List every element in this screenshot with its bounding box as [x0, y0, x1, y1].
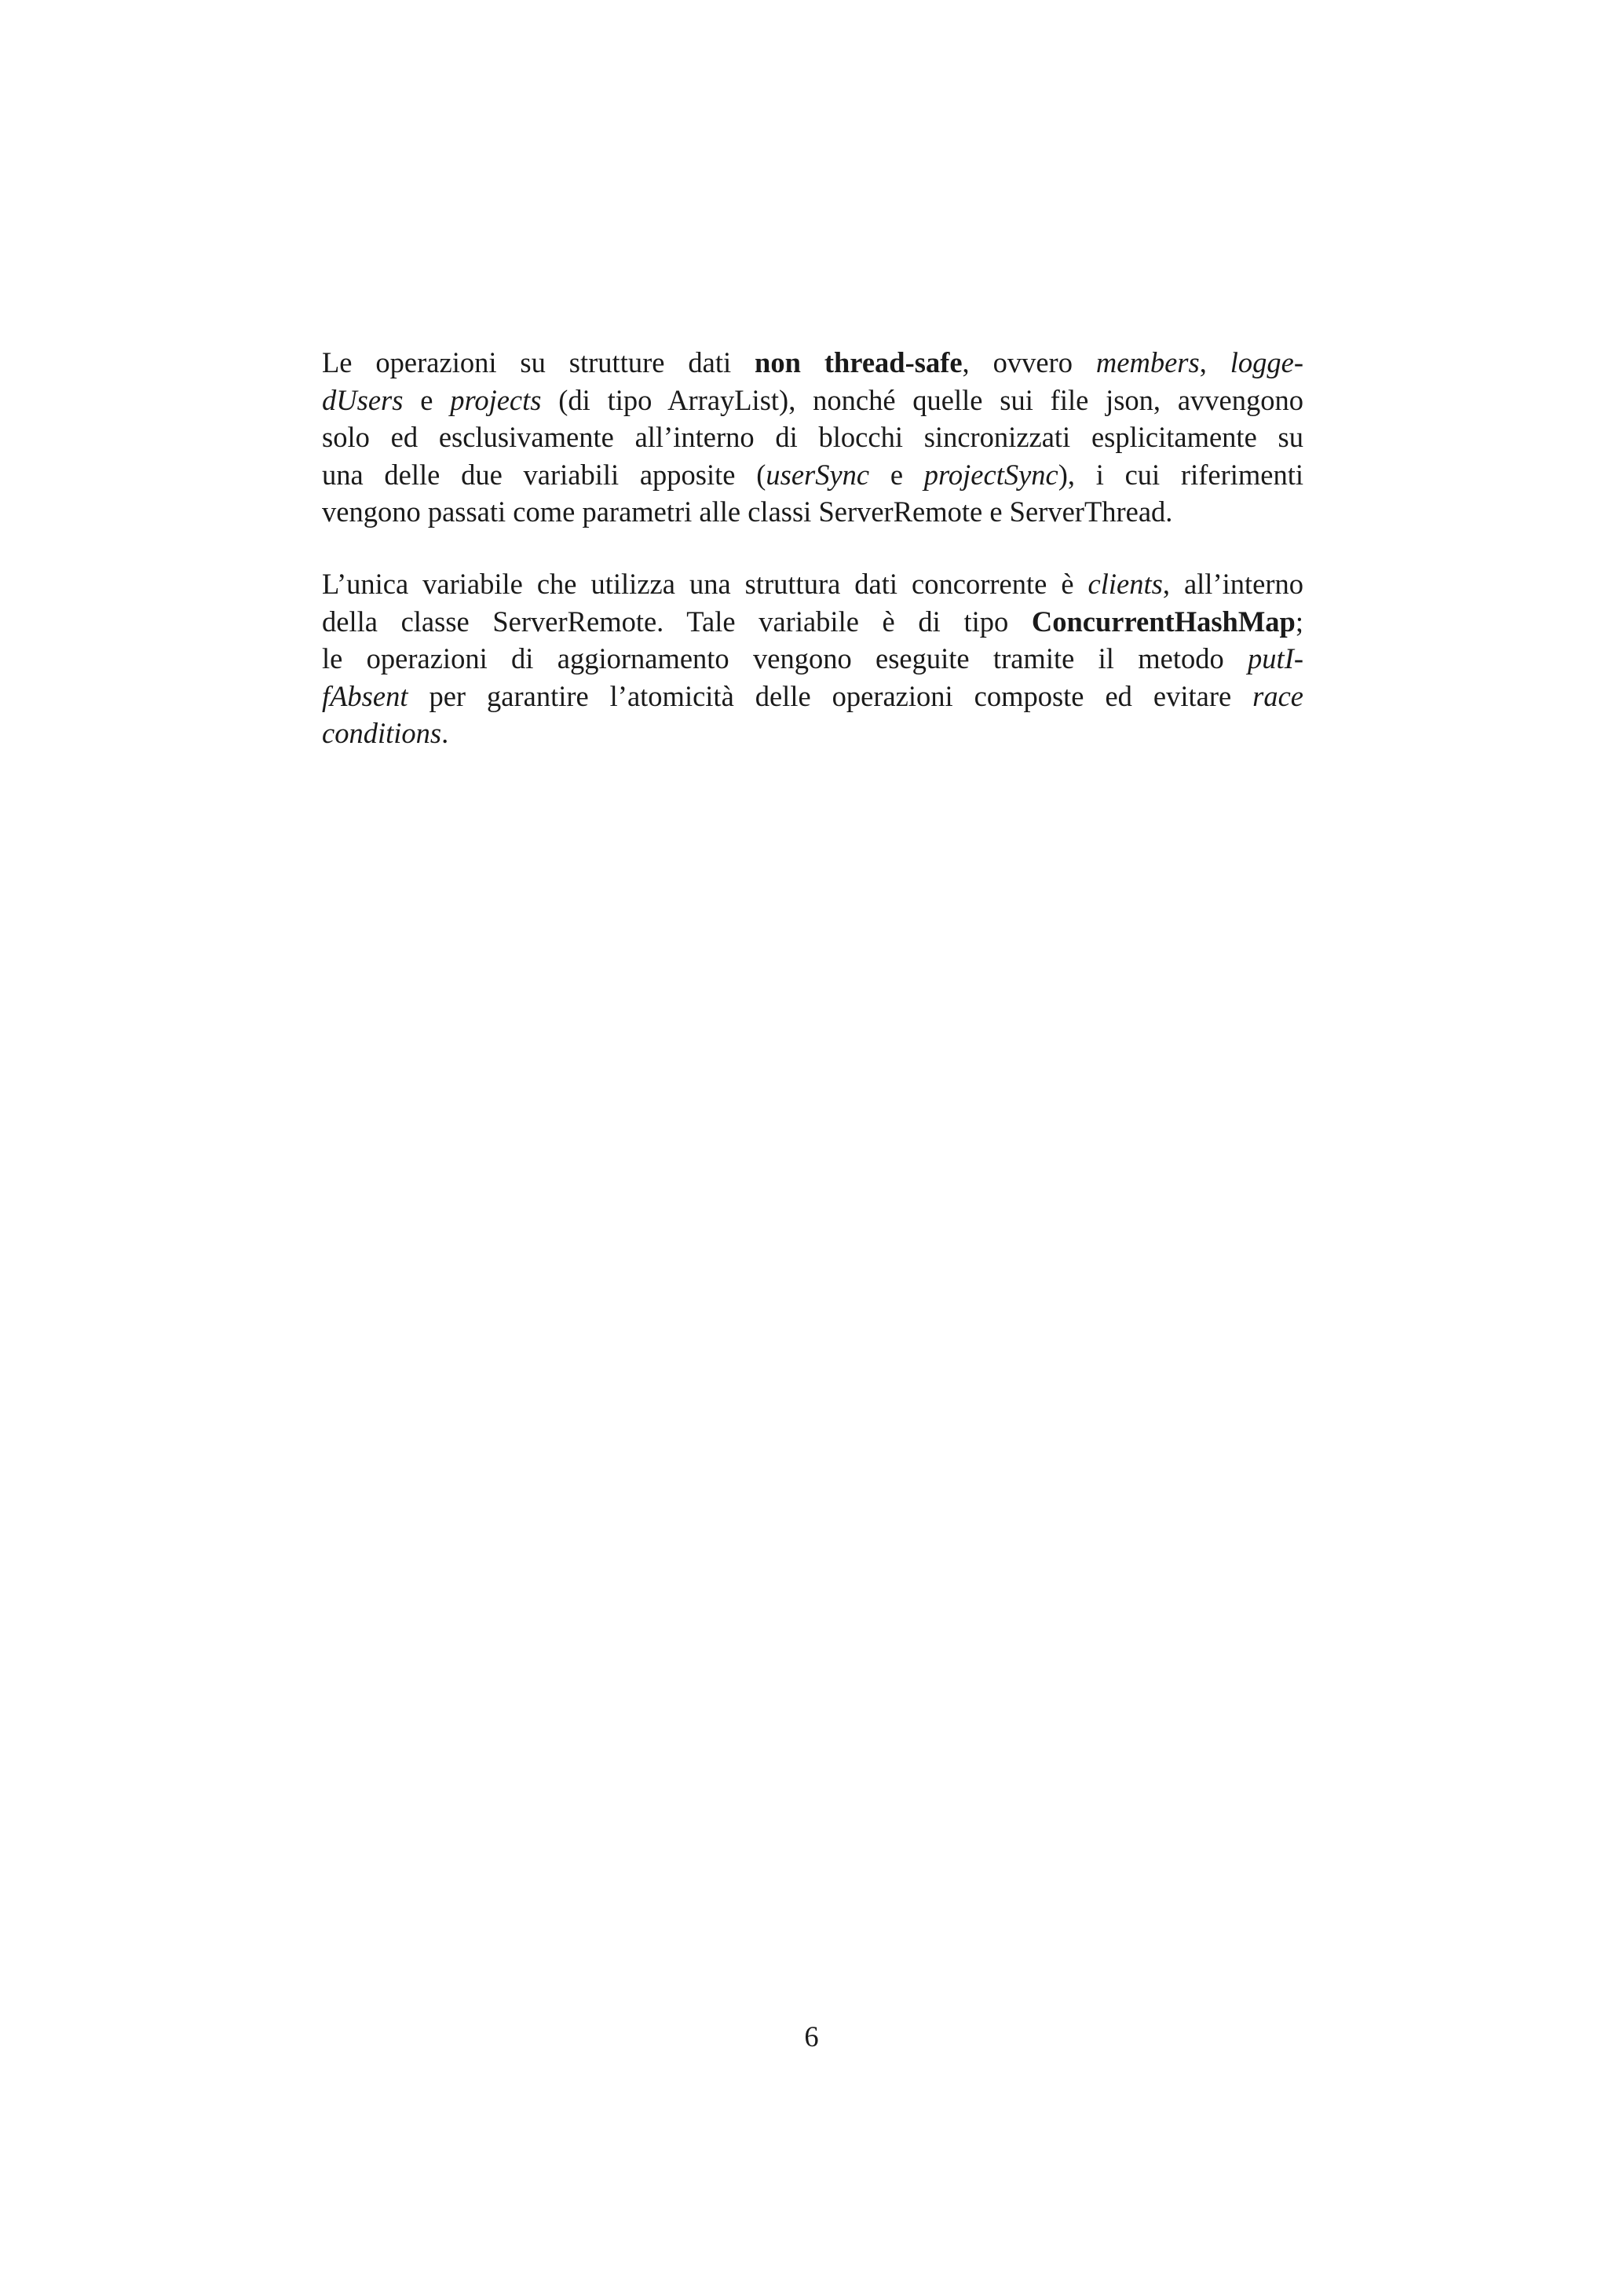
- text-line: [322, 603, 1303, 641]
- text-line: [322, 382, 1303, 419]
- text-line: [322, 456, 1303, 494]
- text-run: solo ed esclusivamente all’interno di blocchi sincronizzati esplicitamente su: [322, 421, 1303, 453]
- italic-term: clients: [1087, 568, 1163, 600]
- text-run: ;: [1295, 605, 1303, 638]
- italic-term: race: [1252, 679, 1303, 712]
- text-run: L’unica variabile che utilizza una struttura dati concorrente è: [322, 568, 1088, 600]
- italic-term: dUsers: [322, 383, 404, 416]
- text-line: [322, 493, 1303, 531]
- text-run: e: [403, 383, 451, 416]
- bold-term: non thread-safe: [755, 346, 963, 378]
- italic-term: members: [1095, 346, 1200, 378]
- text-run: ), i cui riferimenti: [1058, 458, 1303, 491]
- text-run: ,: [1199, 346, 1230, 378]
- text-run: le operazioni di aggiornamento vengono eseguite tramite il metodo: [322, 642, 1248, 675]
- text-line: [322, 565, 1303, 603]
- text-line: [322, 678, 1303, 715]
- bold-term: ConcurrentHashMap: [1031, 605, 1296, 638]
- text-run: una delle due variabili apposite (: [322, 458, 766, 491]
- text-run: (di tipo ArrayList), nonché quelle sui file json, avvengono: [541, 383, 1303, 416]
- text-line: [322, 715, 1303, 752]
- text-run: vengono passati come parametri alle classi ServerRemote e ServerThread.: [322, 495, 1173, 528]
- text-run: , all’interno: [1162, 568, 1303, 600]
- italic-term: logge-: [1230, 346, 1303, 378]
- text-line: [322, 640, 1303, 678]
- text-run: Le operazioni su strutture dati: [322, 346, 755, 378]
- text-line: [322, 419, 1303, 456]
- text-run: , ovvero: [962, 346, 1096, 378]
- italic-term: projectSync: [923, 458, 1058, 491]
- page-number: 6: [804, 2020, 819, 2053]
- paragraph-thread-safety: [322, 344, 1303, 531]
- text-run: per garantire l’atomicità delle operazioni composte ed evitare: [408, 679, 1253, 712]
- text-run: .: [441, 717, 449, 749]
- italic-term: fAbsent: [322, 679, 408, 712]
- italic-term: putI-: [1248, 642, 1303, 675]
- paragraph-concurrent-structures: [322, 565, 1303, 752]
- text-line: [322, 344, 1303, 382]
- italic-term: userSync: [766, 458, 870, 491]
- text-run: e: [869, 458, 924, 491]
- italic-term: projects: [450, 383, 542, 416]
- text-run: della classe ServerRemote. Tale variabile è di tipo: [322, 605, 1032, 638]
- italic-term: conditions: [322, 717, 442, 749]
